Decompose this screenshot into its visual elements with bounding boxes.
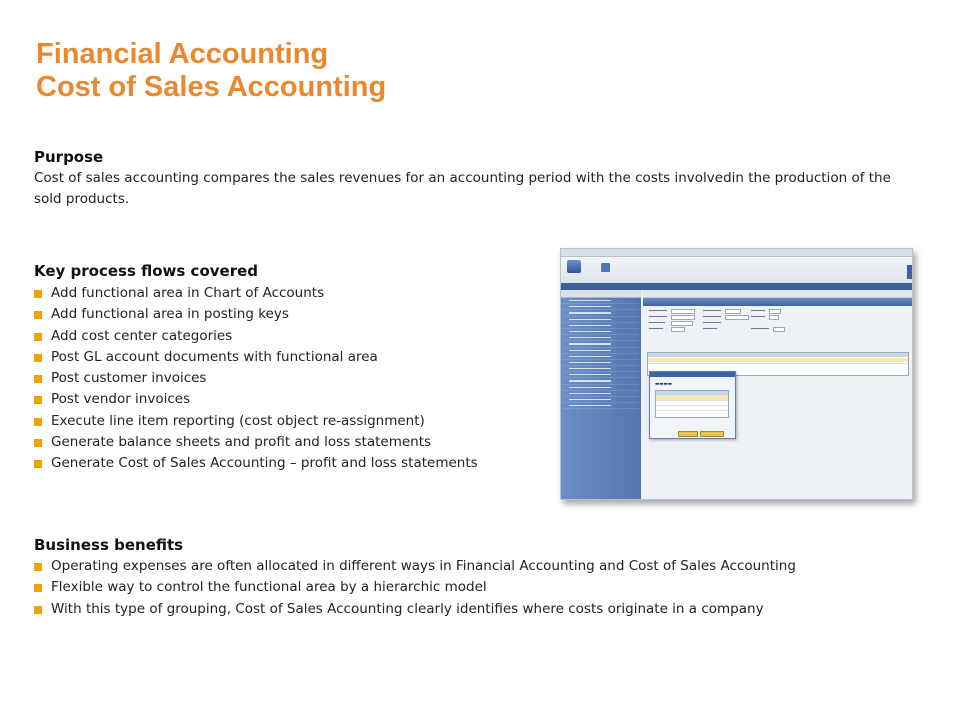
benefits-heading: Business benefits xyxy=(34,536,184,554)
list-item: Add functional area in posting keys xyxy=(34,304,478,325)
popup-button xyxy=(700,431,724,437)
list-item: Execute line item reporting (cost object re-assignment) xyxy=(34,411,478,432)
process-flows-heading: Key process flows covered xyxy=(34,262,259,280)
list-item: Add cost center categories xyxy=(34,326,478,347)
list-item: Operating expenses are often allocated in different ways in Financial Accounting and Cost of Sales Accounting xyxy=(34,556,796,577)
list-item: With this type of grouping, Cost of Sales Accounting clearly identifies where costs originate in a company xyxy=(34,599,796,620)
screenshot-toolbar xyxy=(643,290,912,298)
title-line-2: Cost of Sales Accounting xyxy=(36,71,387,103)
purpose-text: Cost of sales accounting compares the sales revenues for an accounting period with the costs involvedin the production of the sold products. xyxy=(34,170,891,207)
popup-button xyxy=(678,431,698,437)
app-logo-icon xyxy=(567,260,581,273)
list-item: Post GL account documents with functional area xyxy=(34,347,478,368)
popup-heading-bar: ▬▬▬▬ xyxy=(655,382,673,387)
screenshot-scroll-handle xyxy=(907,265,912,279)
screenshot-tabs xyxy=(561,283,912,290)
application-screenshot xyxy=(560,248,913,500)
title-line-1: Financial Accounting xyxy=(36,38,329,70)
purpose-heading: Purpose xyxy=(34,148,104,166)
screenshot-sidebar xyxy=(561,290,641,499)
list-item: Post customer invoices xyxy=(34,368,478,389)
list-item: Post vendor invoices xyxy=(34,389,478,410)
screenshot-header xyxy=(561,257,912,284)
process-flows-list xyxy=(34,283,478,475)
list-item: Generate balance sheets and profit and loss statements xyxy=(34,432,478,453)
slide-title xyxy=(36,38,386,104)
screenshot-menubar xyxy=(561,249,912,257)
list-item: Add functional area in Chart of Accounts xyxy=(34,283,478,304)
screenshot-documents-popup xyxy=(649,371,736,439)
list-item: Flexible way to control the functional area by a hierarchic model xyxy=(34,577,796,598)
app-function-icon xyxy=(601,263,610,272)
benefits-list xyxy=(34,556,796,620)
screenshot-title-bar xyxy=(643,298,912,306)
list-item: Generate Cost of Sales Accounting – profit and loss statements xyxy=(34,453,478,474)
